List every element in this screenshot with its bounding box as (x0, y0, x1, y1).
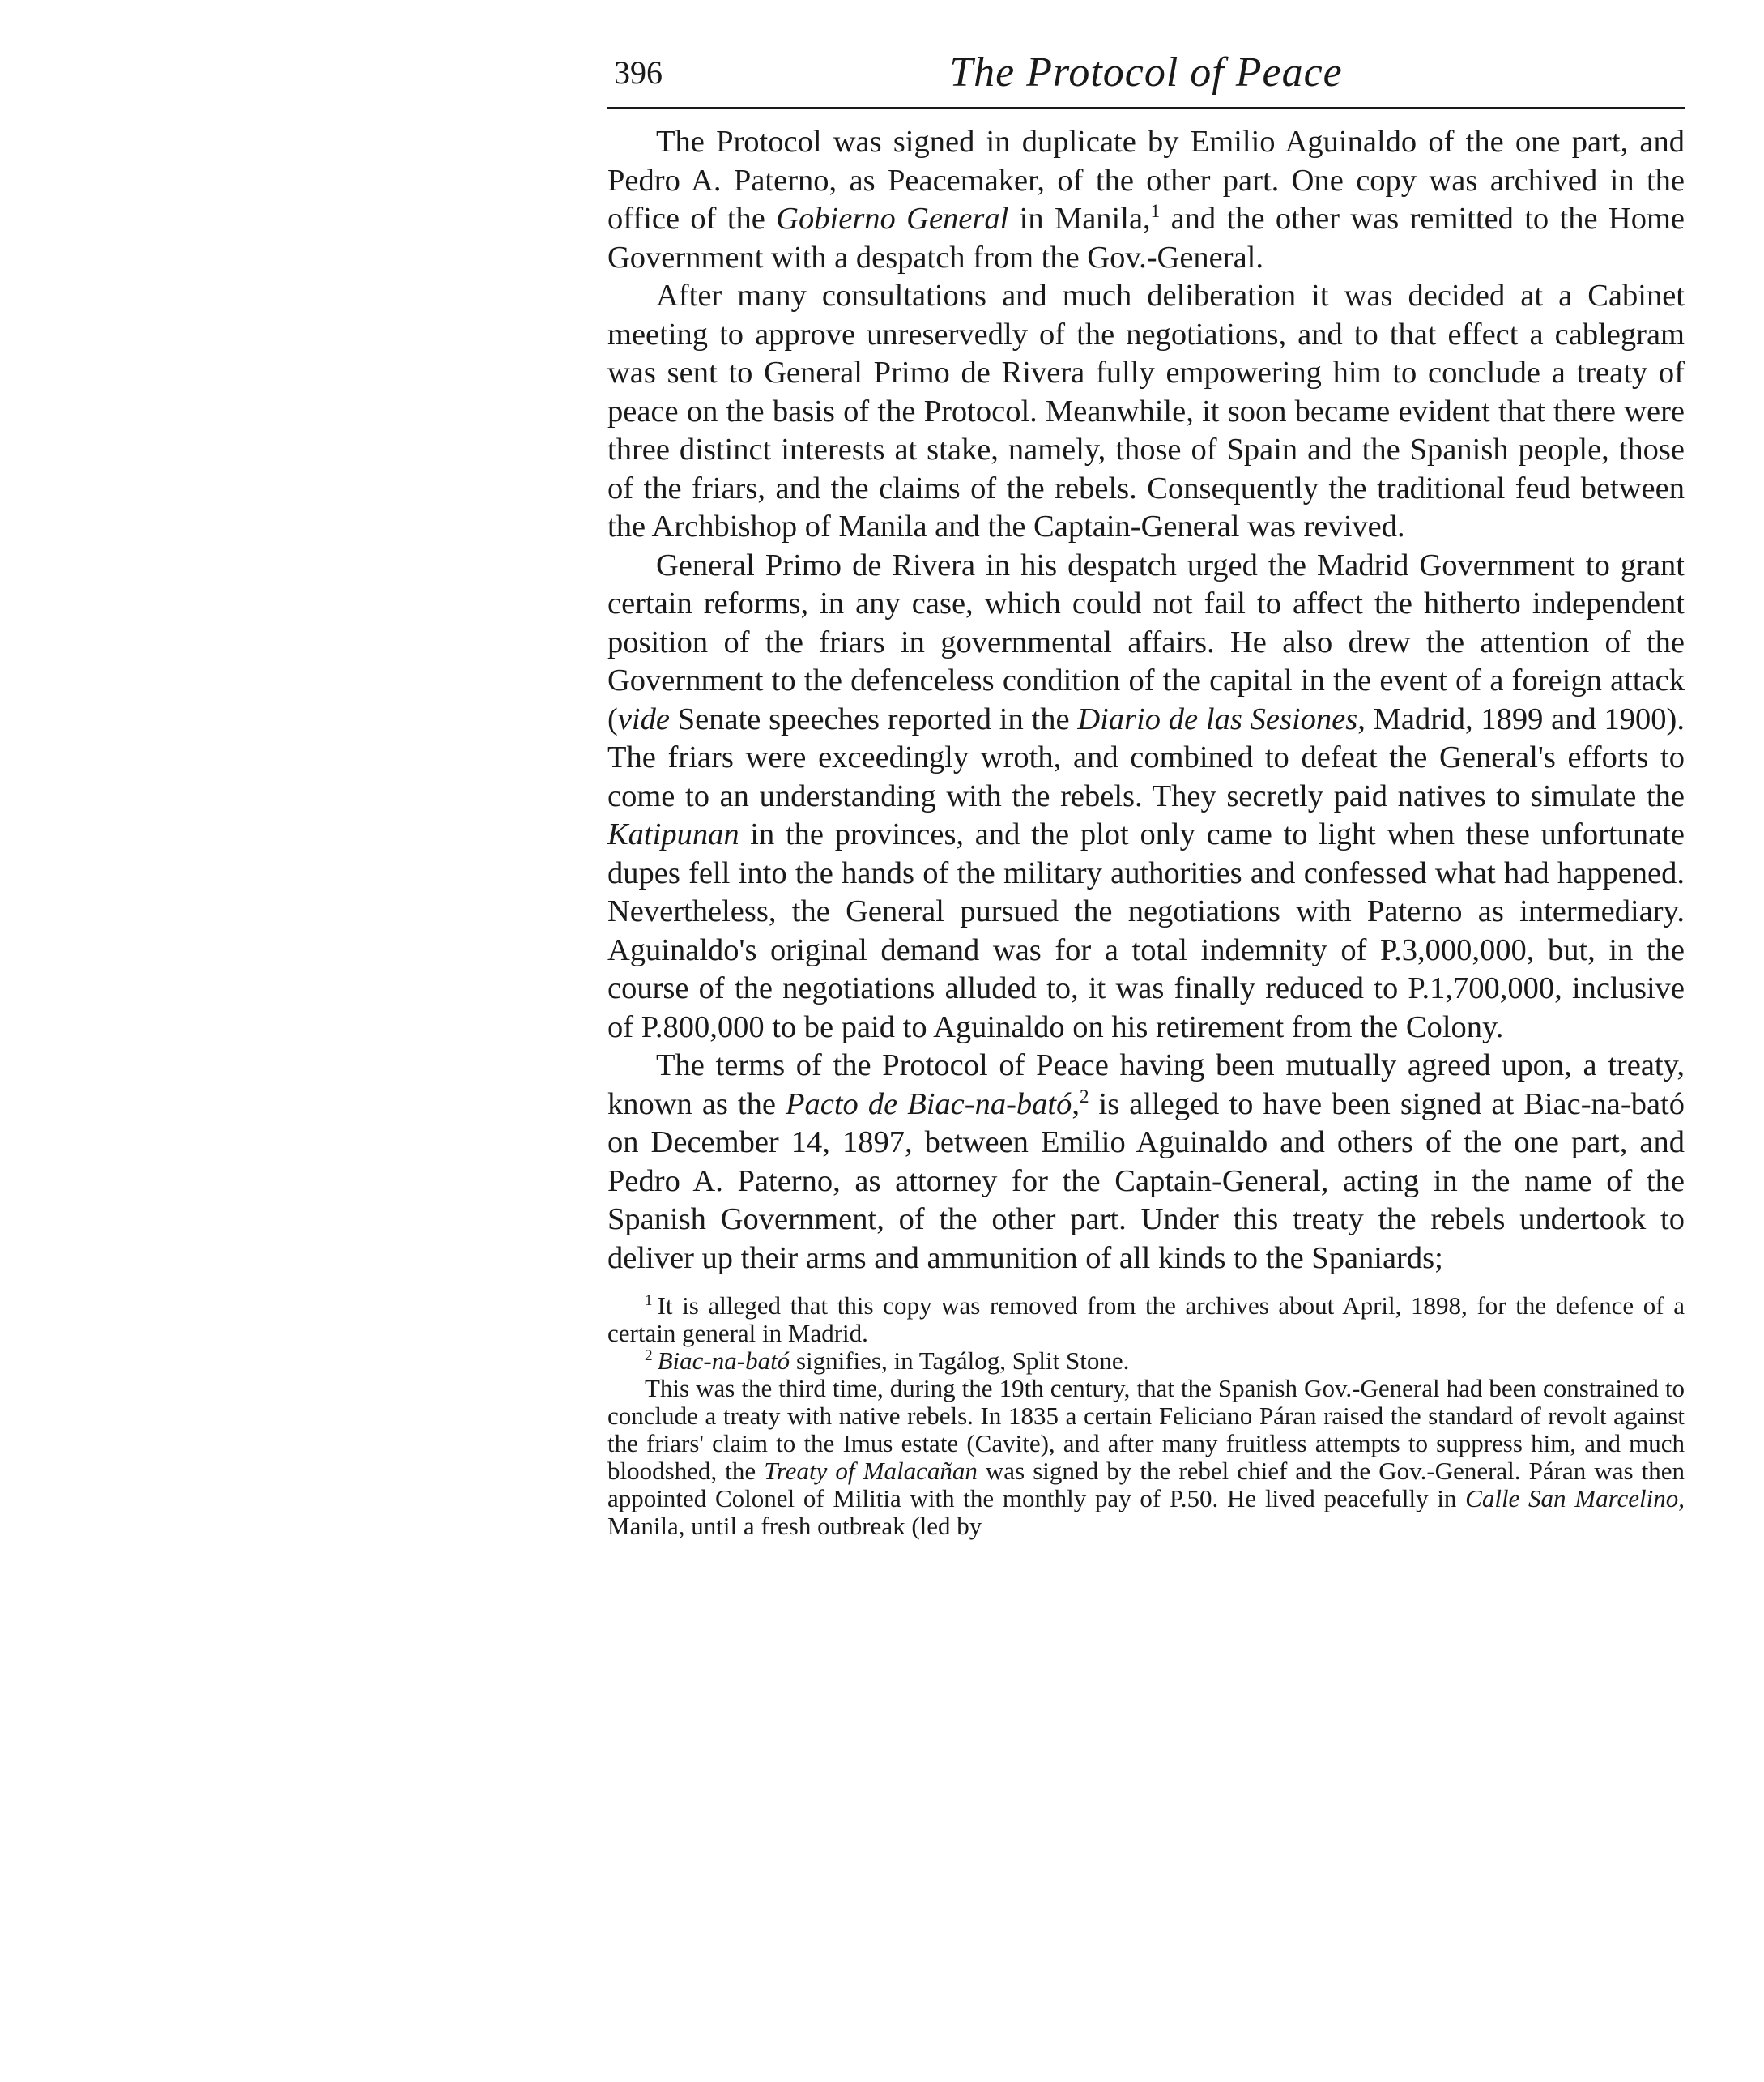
footnote-2-mark: 2 (645, 1346, 653, 1364)
footnote-ref-2: 2 (1079, 1085, 1089, 1107)
emphasis-pacto: Pacto de Biac-na-bató (786, 1086, 1072, 1121)
emphasis-gobierno-general: Gobierno General (776, 202, 1009, 236)
body-text (607, 123, 1685, 1278)
emphasis-calle-san-marcelino: Calle San Marcelino, (1465, 1484, 1685, 1512)
footnote-1: $^1$ It is alleged that this copy was removed from the archives about April, 1898, for the defence of a certain general in Madrid. (607, 1291, 1685, 1347)
running-head (607, 49, 1685, 109)
paragraph-4: The terms of the Protocol of Peace having been mutually agreed upon, a treaty, known as the Pacto de Biac-na-bató,$^2$ is alleged to have been signed at Biac-na-bató on December 14, 1897, between Emilio Aguinaldo and others of the one part, and Pedro A. Paterno, as attorney for the Captain-General, acting in the name of the Spanish Government, of the other part. Under this treaty the rebels undertook to deliver up their arms and ammunition of all kinds to the Spaniards; (607, 1048, 1685, 1275)
emphasis-diario: Diario de las Sesiones (1077, 702, 1358, 736)
paragraph-1: The Protocol was signed in duplicate by Emilio Aguinaldo of the one part, and Pedro A. Paterno, as Peacemaker, of the other part. One copy was archived in the office of the Gobierno General in Manila,$^1$ and the other was remitted to the Home Government with a despatch from the Gov.-General. (607, 125, 1685, 275)
emphasis-treaty-malacanan: Treaty of Malacañan (764, 1457, 978, 1485)
emphasis-vide: vide (617, 702, 670, 736)
footnote-ref-1: 1 (1150, 200, 1161, 222)
paragraph-2: After many consultations and much deliberation it was decided at a Cabinet meeting to approve unreservedly of the negotiations, and to that effect a cablegram was sent to General Primo de Rivera fully empowering him to conclude a treaty of peace on the basis of the Protocol. Meanwhile, it soon became evident that there were three distinct interests at stake, namely, those of Spain and the Spanish people, those of the friars, and the claims of the rebels. Consequently the traditional feud between the Archbishop of Manila and the Captain-General was revived. (607, 279, 1685, 544)
footnote-2-continued: This was the third time, during the 19th century, that the Spanish Gov.-General had been constrained to conclude a treaty with native rebels. In 1835 a certain Feliciano Páran raised the standard of revolt against the friars' claim to the Imus estate (Cavite), and after many fruitless attempts to suppress him, and much bloodshed, the Treaty of Malacañan was signed by the rebel chief and the Gov.-General. Páran was then appointed Colonel of Militia with the monthly pay of P.50. He lived peacefully in Calle San Marcelino, Manila, until a fresh outbreak (led by (607, 1374, 1685, 1540)
book-page (607, 49, 1685, 1540)
footnotes (607, 1292, 1685, 1540)
page-number: 396 (614, 54, 663, 91)
emphasis-katipunan: Katipunan (607, 817, 739, 851)
emphasis-biac-na-bato: Biac-na-bató (657, 1346, 790, 1375)
running-title: The Protocol of Peace (949, 49, 1343, 96)
footnote-2: $^2$ Biac-na-bató signifies, in Tagálog, Split Stone. (645, 1346, 1130, 1375)
footnote-1-mark: 1 (645, 1291, 653, 1309)
paragraph-3: General Primo de Rivera in his despatch urged the Madrid Government to grant certain reforms, in any case, which could not fail to affect the hitherto independent position of the friars in governmental affairs. He also drew the attention of the Government to the defenceless condition of the capital in the event of a foreign attack (vide Senate speeches reported in the Diario de las Sesiones, Madrid, 1899 and 1900). The friars were exceedingly wroth, and combined to defeat the General's efforts to come to an understanding with the rebels. They secretly paid natives to simulate the Katipunan in the provinces, and the plot only came to light when these unfortunate dupes fell into the hands of the military authorities and confessed what had happened. Nevertheless, the General pursued the negotiations with Paterno as intermediary. Aguinaldo's original demand was for a total indemnity of P.3,000,000, but, in the course of the negotiations alluded to, it was finally reduced to P.1,700,000, inclusive of P.800,000 to be paid to Aguinaldo on his retirement from the Colony. (607, 548, 1685, 1044)
